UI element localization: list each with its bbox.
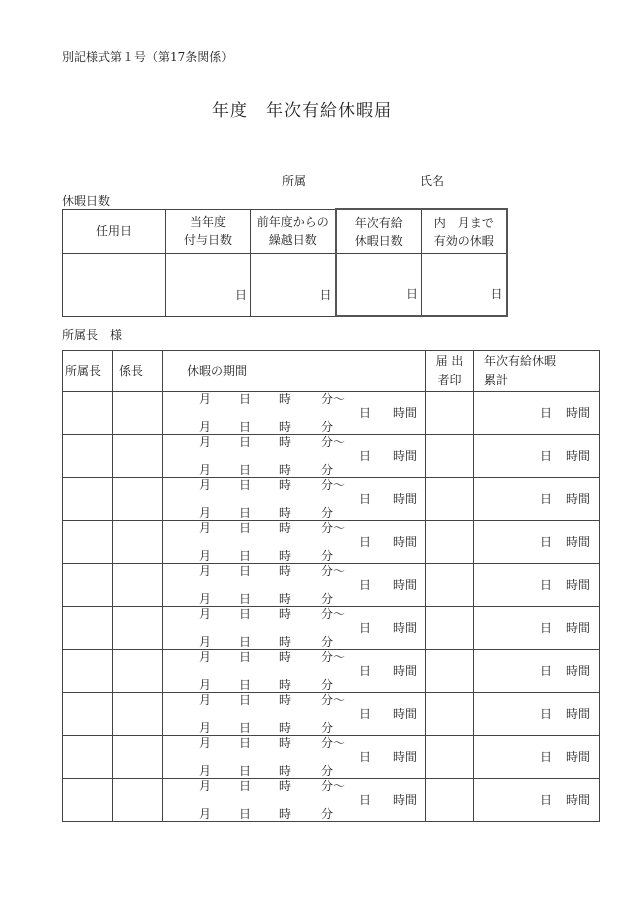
to-month: 月 xyxy=(199,463,212,477)
applicant-seal-header: 届 出 者印 xyxy=(426,351,474,392)
name-label: 氏名 xyxy=(420,174,445,188)
valid-leave-value[interactable]: 日 xyxy=(422,254,507,317)
duration-day: 日 xyxy=(359,406,372,420)
chief-approval-cell[interactable] xyxy=(113,693,163,736)
leave-period-cell[interactable] xyxy=(163,521,426,564)
to-day: 日 xyxy=(239,635,252,649)
duration-day: 日 xyxy=(359,707,372,721)
to-minute: 分 xyxy=(321,678,334,692)
head-approval-cell[interactable] xyxy=(63,736,113,779)
from-minute: 分〜 xyxy=(321,693,346,707)
from-month: 月 xyxy=(199,392,212,406)
duration-hour: 時間 xyxy=(393,449,418,463)
from-day: 日 xyxy=(239,650,252,664)
leave-days-table xyxy=(62,208,508,317)
cumulative-cell[interactable] xyxy=(474,650,600,693)
cumulative-hour: 時間 xyxy=(566,664,591,678)
leave-row xyxy=(63,435,600,478)
head-approval-cell[interactable] xyxy=(63,435,113,478)
leave-period-cell[interactable] xyxy=(163,693,426,736)
from-month: 月 xyxy=(199,607,212,621)
chief-approval-cell[interactable] xyxy=(113,650,163,693)
cumulative-day: 日 xyxy=(540,535,553,549)
cumulative-day: 日 xyxy=(540,664,553,678)
from-hour: 時 xyxy=(279,650,292,664)
leave-period-cell[interactable] xyxy=(163,435,426,478)
leave-row xyxy=(63,693,600,736)
to-day: 日 xyxy=(239,506,252,520)
to-hour: 時 xyxy=(279,506,292,520)
to-day: 日 xyxy=(239,592,252,606)
appointment-date-header: 任用日 xyxy=(63,209,166,254)
department-label: 所属 xyxy=(282,174,307,188)
to-month: 月 xyxy=(199,678,212,692)
from-hour: 時 xyxy=(279,435,292,449)
applicant-seal-cell[interactable] xyxy=(426,564,474,607)
cumulative-hour: 時間 xyxy=(566,750,591,764)
leave-row xyxy=(63,779,600,822)
cumulative-hour: 時間 xyxy=(566,621,591,635)
head-approval-cell[interactable] xyxy=(63,564,113,607)
from-minute: 分〜 xyxy=(321,564,346,578)
cumulative-hour: 時間 xyxy=(566,535,591,549)
cumulative-cell[interactable] xyxy=(474,435,600,478)
duration-hour: 時間 xyxy=(393,750,418,764)
granted-days-value[interactable]: 日 xyxy=(166,254,251,317)
from-minute: 分〜 xyxy=(321,392,346,406)
to-day: 日 xyxy=(239,764,252,778)
cumulative-hour: 時間 xyxy=(566,707,591,721)
granted-days-header: 当年度 付与日数 xyxy=(166,209,251,254)
duration-hour: 時間 xyxy=(393,793,418,807)
from-hour: 時 xyxy=(279,693,292,707)
leave-row xyxy=(63,564,600,607)
annual-leave-days-value[interactable]: 日 xyxy=(336,254,422,317)
cumulative-day: 日 xyxy=(540,750,553,764)
from-hour: 時 xyxy=(279,736,292,750)
cumulative-cell[interactable] xyxy=(474,521,600,564)
duration-hour: 時間 xyxy=(393,621,418,635)
leave-period-cell[interactable] xyxy=(163,478,426,521)
chief-approval-cell[interactable] xyxy=(113,564,163,607)
cumulative-cell[interactable] xyxy=(474,779,600,822)
leave-days-label: 休暇日数 xyxy=(62,194,111,208)
cumulative-cell[interactable] xyxy=(474,607,600,650)
to-minute: 分 xyxy=(321,549,334,563)
from-month: 月 xyxy=(199,435,212,449)
from-hour: 時 xyxy=(279,779,292,793)
applicant-seal-cell[interactable] xyxy=(426,478,474,521)
applicant-seal-cell[interactable] xyxy=(426,650,474,693)
from-minute: 分〜 xyxy=(321,607,346,621)
leave-row xyxy=(63,736,600,779)
carryover-days-header: 前年度からの 繰越日数 xyxy=(251,209,336,254)
chief-approval-cell[interactable] xyxy=(113,736,163,779)
to-hour: 時 xyxy=(279,764,292,778)
cumulative-hour: 時間 xyxy=(566,449,591,463)
head-approval-cell[interactable] xyxy=(63,779,113,822)
cumulative-cell[interactable] xyxy=(474,736,600,779)
to-day: 日 xyxy=(239,678,252,692)
to-day: 日 xyxy=(239,420,252,434)
cumulative-hour: 時間 xyxy=(566,793,591,807)
chief-approval-cell[interactable] xyxy=(113,478,163,521)
from-minute: 分〜 xyxy=(321,779,346,793)
cumulative-day: 日 xyxy=(540,449,553,463)
to-hour: 時 xyxy=(279,592,292,606)
duration-day: 日 xyxy=(359,535,372,549)
to-hour: 時 xyxy=(279,463,292,477)
to-month: 月 xyxy=(199,506,212,520)
from-minute: 分〜 xyxy=(321,650,346,664)
from-month: 月 xyxy=(199,564,212,578)
head-approval-cell[interactable] xyxy=(63,693,113,736)
duration-hour: 時間 xyxy=(393,578,418,592)
cumulative-day: 日 xyxy=(540,406,553,420)
from-minute: 分〜 xyxy=(321,521,346,535)
duration-hour: 時間 xyxy=(393,492,418,506)
carryover-days-value[interactable]: 日 xyxy=(251,254,336,317)
duration-hour: 時間 xyxy=(393,406,418,420)
duration-hour: 時間 xyxy=(393,664,418,678)
applicant-seal-cell[interactable] xyxy=(426,435,474,478)
cumulative-day: 日 xyxy=(540,578,553,592)
cumulative-cell[interactable] xyxy=(474,478,600,521)
leave-period-cell[interactable] xyxy=(163,650,426,693)
to-minute: 分 xyxy=(321,592,334,606)
to-hour: 時 xyxy=(279,721,292,735)
valid-leave-header: 内 月まで 有効の休暇 xyxy=(422,209,507,254)
from-hour: 時 xyxy=(279,564,292,578)
head-approval-cell[interactable] xyxy=(63,607,113,650)
chief-approval-cell[interactable] xyxy=(113,779,163,822)
chief-approval-header: 係長 xyxy=(113,351,163,392)
applicant-seal-cell[interactable] xyxy=(426,693,474,736)
to-day: 日 xyxy=(239,807,252,821)
chief-approval-cell[interactable] xyxy=(113,521,163,564)
from-month: 月 xyxy=(199,478,212,492)
leave-period-header: 休暇の期間 xyxy=(163,351,426,392)
to-minute: 分 xyxy=(321,506,334,520)
to-month: 月 xyxy=(199,764,212,778)
leave-period-cell[interactable] xyxy=(163,736,426,779)
applicant-seal-cell[interactable] xyxy=(426,607,474,650)
from-hour: 時 xyxy=(279,521,292,535)
to-hour: 時 xyxy=(279,635,292,649)
applicant-seal-cell[interactable] xyxy=(426,779,474,822)
to-month: 月 xyxy=(199,549,212,563)
cumulative-day: 日 xyxy=(540,793,553,807)
duration-day: 日 xyxy=(359,578,372,592)
head-approval-cell[interactable] xyxy=(63,392,113,435)
head-approval-cell[interactable] xyxy=(63,650,113,693)
to-minute: 分 xyxy=(321,807,334,821)
from-day: 日 xyxy=(239,564,252,578)
cumulative-hour: 時間 xyxy=(566,492,591,506)
duration-day: 日 xyxy=(359,449,372,463)
to-day: 日 xyxy=(239,463,252,477)
from-month: 月 xyxy=(199,521,212,535)
appointment-date-value[interactable] xyxy=(63,254,166,317)
cumulative-hour: 時間 xyxy=(566,406,591,420)
from-minute: 分〜 xyxy=(321,435,346,449)
leave-period-cell[interactable] xyxy=(163,392,426,435)
leave-period-cell[interactable] xyxy=(163,564,426,607)
from-month: 月 xyxy=(199,779,212,793)
to-month: 月 xyxy=(199,420,212,434)
duration-day: 日 xyxy=(359,621,372,635)
to-hour: 時 xyxy=(279,678,292,692)
cumulative-hour: 時間 xyxy=(566,578,591,592)
to-hour: 時 xyxy=(279,807,292,821)
cumulative-cell[interactable] xyxy=(474,693,600,736)
to-minute: 分 xyxy=(321,463,334,477)
from-month: 月 xyxy=(199,736,212,750)
from-month: 月 xyxy=(199,650,212,664)
from-day: 日 xyxy=(239,435,252,449)
from-day: 日 xyxy=(239,736,252,750)
document-title: 年度 年次有給休暇届 xyxy=(212,101,392,121)
to-minute: 分 xyxy=(321,721,334,735)
to-month: 月 xyxy=(199,592,212,606)
to-minute: 分 xyxy=(321,420,334,434)
leave-row xyxy=(63,521,600,564)
from-minute: 分〜 xyxy=(321,478,346,492)
duration-day: 日 xyxy=(359,492,372,506)
cumulative-cell[interactable] xyxy=(474,564,600,607)
from-day: 日 xyxy=(239,478,252,492)
chief-approval-cell[interactable] xyxy=(113,607,163,650)
to-day: 日 xyxy=(239,721,252,735)
to-hour: 時 xyxy=(279,420,292,434)
from-hour: 時 xyxy=(279,392,292,406)
from-hour: 時 xyxy=(279,478,292,492)
duration-day: 日 xyxy=(359,793,372,807)
to-minute: 分 xyxy=(321,764,334,778)
duration-day: 日 xyxy=(359,664,372,678)
from-day: 日 xyxy=(239,521,252,535)
cumulative-day: 日 xyxy=(540,707,553,721)
from-hour: 時 xyxy=(279,607,292,621)
to-hour: 時 xyxy=(279,549,292,563)
cumulative-cell[interactable] xyxy=(474,392,600,435)
to-month: 月 xyxy=(199,807,212,821)
from-minute: 分〜 xyxy=(321,736,346,750)
head-approval-cell[interactable] xyxy=(63,521,113,564)
from-day: 日 xyxy=(239,607,252,621)
chief-approval-cell[interactable] xyxy=(113,435,163,478)
leave-row xyxy=(63,478,600,521)
addressee: 所属長 様 xyxy=(62,328,123,342)
head-approval-cell[interactable] xyxy=(63,478,113,521)
to-minute: 分 xyxy=(321,635,334,649)
duration-hour: 時間 xyxy=(393,707,418,721)
cumulative-header: 年次有給休暇 累計 xyxy=(474,351,600,392)
to-month: 月 xyxy=(199,721,212,735)
from-month: 月 xyxy=(199,693,212,707)
chief-approval-cell[interactable] xyxy=(113,392,163,435)
leave-row xyxy=(63,607,600,650)
cumulative-day: 日 xyxy=(540,621,553,635)
leave-request-table xyxy=(62,350,600,822)
applicant-seal-cell[interactable] xyxy=(426,392,474,435)
applicant-seal-cell[interactable] xyxy=(426,736,474,779)
leave-row xyxy=(63,392,600,435)
duration-hour: 時間 xyxy=(393,535,418,549)
annual-leave-days-header: 年次有給 休暇日数 xyxy=(336,209,422,254)
leave-period-cell[interactable] xyxy=(163,607,426,650)
leave-row xyxy=(63,650,600,693)
to-month: 月 xyxy=(199,635,212,649)
head-approval-header: 所属長 xyxy=(63,351,113,392)
to-day: 日 xyxy=(239,549,252,563)
from-day: 日 xyxy=(239,392,252,406)
duration-day: 日 xyxy=(359,750,372,764)
form-number: 別記様式第１号（第17条関係） xyxy=(62,50,234,64)
cumulative-day: 日 xyxy=(540,492,553,506)
applicant-seal-cell[interactable] xyxy=(426,521,474,564)
leave-period-cell[interactable] xyxy=(163,779,426,822)
from-day: 日 xyxy=(239,779,252,793)
from-day: 日 xyxy=(239,693,252,707)
